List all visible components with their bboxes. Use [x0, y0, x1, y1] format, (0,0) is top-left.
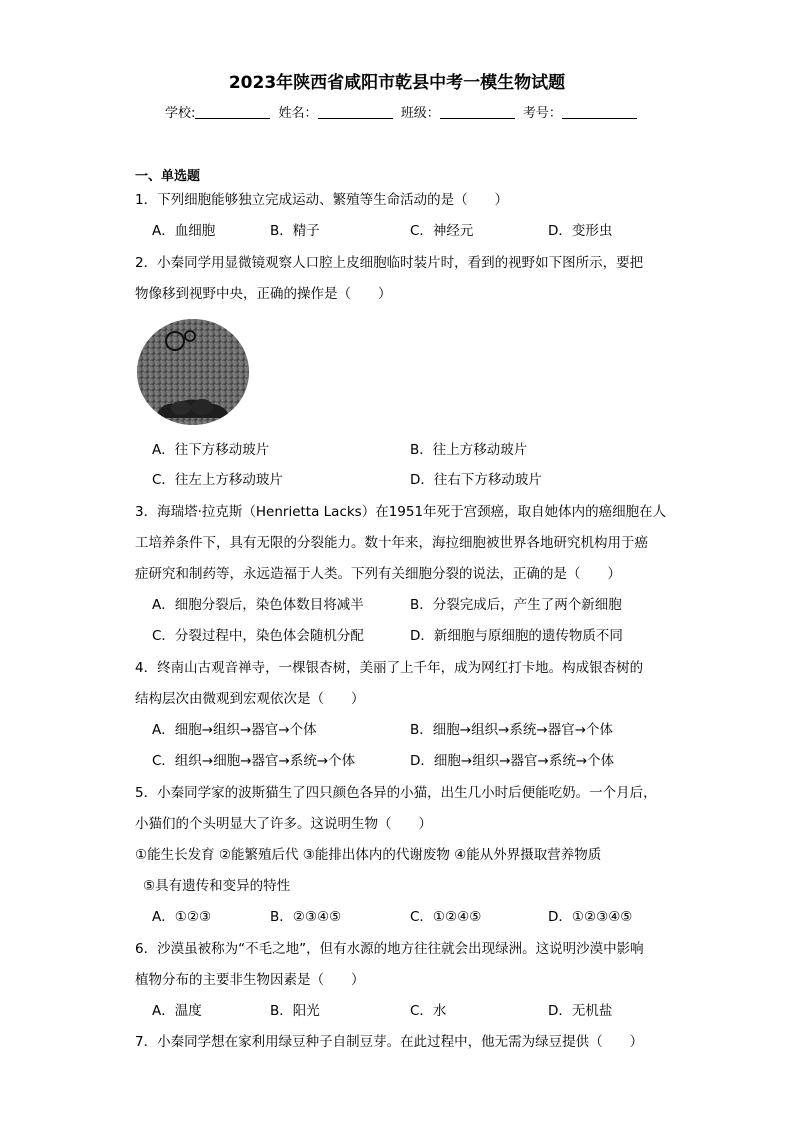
question-5-line-1: 5．小秦同学家的波斯猫生了四只颜色各异的小猫，出生几小时后便能吃奶。一个月后，: [135, 785, 657, 801]
question-5-option-a: A．①②③: [152, 909, 212, 925]
exam-number-label: 考号：: [522, 106, 562, 121]
student-info-line: [165, 102, 641, 121]
school-label: 学校:: [165, 106, 196, 121]
microscope-field-image: [136, 318, 250, 426]
class-label: 班级：: [400, 106, 440, 121]
section-title: 一、单选题: [135, 169, 201, 184]
question-3-line-1: 3．海瑞塔·拉克斯（Henrietta Lacks）在1951年死于宫颈癌，取自她体内的癌细胞在人: [135, 504, 667, 520]
question-2-option-a: A．往下方移动玻片: [152, 442, 270, 458]
question-4-option-a: A．细胞→组织→器官→个体: [152, 722, 317, 738]
question-1-line-1: 1．下列细胞能够独立完成运动、繁殖等生命活动的是（ ）: [135, 192, 509, 208]
question-3-option-c: C．分裂过程中，染色体会随机分配: [152, 628, 364, 644]
question-4-option-d: D．细胞→组织→器官→系统→个体: [410, 753, 615, 769]
question-1-option-b: B．精子: [270, 223, 320, 239]
question-6-option-b: B．阳光: [270, 1003, 320, 1019]
question-1-option-d: D．变形虫: [548, 223, 613, 239]
question-6-option-a: A．温度: [152, 1003, 202, 1019]
question-2-option-b: B．往上方移动玻片: [410, 442, 528, 458]
question-3-option-a: A．细胞分裂后，染色体数目将减半: [152, 597, 364, 613]
question-5-line-2: 小猫们的个头明显大了许多。这说明生物（ ）: [135, 816, 432, 832]
question-4-line-1: 4．终南山古观音禅寺，一棵银杏树，美丽了上千年，成为网红打卡地。构成银杏树的: [135, 660, 644, 676]
question-4-line-2: 结构层次由微观到宏观依次是（ ）: [135, 691, 365, 707]
school-blank: [195, 106, 270, 119]
question-6-line-2: 植物分布的主要非生物因素是（ ）: [135, 972, 365, 988]
name-blank: [318, 106, 393, 119]
question-2-option-d: D．往右下方移动玻片: [410, 472, 542, 488]
exam-title: 2023年陕西省咸阳市乾县中考一模生物试题: [228, 73, 566, 93]
question-5-statements-1: ①能生长发育 ②能繁殖后代 ③能排出体内的代谢废物 ④能从外界摄取营养物质: [135, 847, 602, 863]
question-2-line-1: 2．小秦同学用显微镜观察人口腔上皮细胞临时装片时，看到的视野如下图所示，要把: [135, 255, 644, 271]
question-6-option-c: C．水: [410, 1003, 447, 1019]
question-6-line-1: 6．沙漠虽被称为“不毛之地”，但有水源的地方往往就会出现绿洲。这说明沙漠中影响: [135, 941, 644, 957]
question-7-line-1: 7．小秦同学想在家利用绿豆种子自制豆芽。在此过程中，他无需为绿豆提供（ ）: [135, 1034, 644, 1050]
question-5-statements-2: ⑤具有遗传和变异的特性: [143, 878, 291, 894]
question-4-option-b: B．细胞→组织→系统→器官→个体: [410, 722, 614, 738]
name-label: 姓名：: [278, 106, 318, 121]
question-3-option-d: D．新细胞与原细胞的遗传物质不同: [410, 628, 623, 644]
question-1-option-a: A．血细胞: [152, 223, 216, 239]
question-3-option-b: B．分裂完成后，产生了两个新细胞: [410, 597, 622, 613]
exam-number-blank: [562, 106, 637, 119]
question-5-option-b: B．②③④⑤: [270, 909, 342, 925]
class-blank: [440, 106, 515, 119]
question-3-line-2: 工培养条件下，具有无限的分裂能力。数十年来，海拉细胞被世界各地研究机构用于癌: [135, 535, 648, 551]
question-4-option-c: C．组织→细胞→器官→系统→个体: [152, 753, 356, 769]
question-5-option-d: D．①②③④⑤: [548, 909, 633, 925]
question-6-option-d: D．无机盐: [548, 1003, 613, 1019]
question-5-option-c: C．①②④⑤: [410, 909, 482, 925]
question-2-option-c: C．往左上方移动玻片: [152, 472, 283, 488]
question-2-line-2: 物像移到视野中央，正确的操作是（ ）: [135, 286, 392, 302]
question-3-line-3: 症研究和制药等，永远造福于人类。下列有关细胞分裂的说法，正确的是（ ）: [135, 566, 621, 582]
question-1-option-c: C．神经元: [410, 223, 474, 239]
